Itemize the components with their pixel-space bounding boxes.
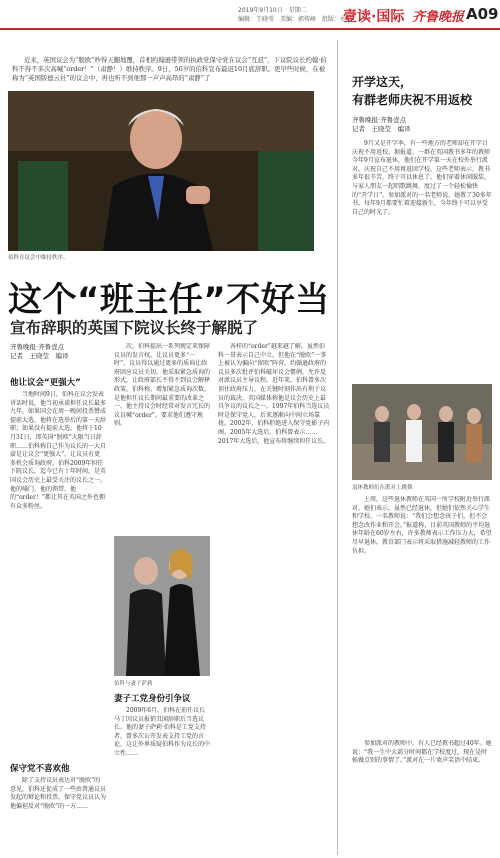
lede-paragraph: 近来，英国议会为“脱欧”吵得天翻地覆，首相约翰逊带领的执政党保守党在议会“互怼”，下议院议长约翰·伯科不得不多次高喊“order！”（肃静！）维持秩序。9日，56岁的伯科宣布最迟10月底辞职。更早些时候，在被称为“英国版德云社”的议会中，再也听不到他那一声声高昂的“肃静”了 — [12, 56, 327, 82]
dateline: 2019年9月10日 星期二 — [238, 7, 307, 14]
teachers-photo — [352, 384, 492, 480]
right-column-2-text: 上周，这些退休教师在英国一所学校附近举行派对。她们表示，虽然已经退休，但她们依然关心学生和学校。一名教师说：“我们会想念孩子们，但不会想念改作业和开会。”报道称，目前英国教师的平均退休年龄在60岁左右，许多教师表示工作压力大，希望尽早退休。教育部门表示将采取措施减轻教师的工作负担。 — [352, 496, 492, 555]
right-byline-outlet: 齐鲁晚报·齐鲁壹点 — [352, 116, 407, 124]
section-heading-1: 他让议会“更强大” — [10, 378, 81, 388]
right-column-3-text: 参加派对的教师中，有人已经教书超过40年。她说：“我一生中大部分时间都在学校度过，现在是时候做点别的事情了。”派对在一片欢声笑语中结束。 — [352, 740, 492, 765]
section-title: 壹读·国际 — [343, 9, 405, 25]
subheadline: 宣布辞职的英国下院议长终于解脱了 — [10, 319, 259, 337]
page-number: A09 — [466, 5, 499, 23]
column-3-text: 各样的“order”越来越了解。虽然伯科一贯表示自己中立，但他在“脱欧”一事上被认为偏向“留欧”阵营。约翰逊政府的议员多次批评伯科破坏议会惯例，允许反对派议员主导议程。近年来，伯科曾多次顶住政府压力，在关键时刻作出有利于议员的裁决。英国媒体称他是议会历史上最具争议的议长之一。1997年伯科当选议员时是保守党人，后来逐渐向中间立场靠拢。2002年，伯科拒绝进入保守党影子内阁。2005年大选后，伯科曾表示……2017年大选后，他宣布将继续担任议长。 — [218, 343, 330, 445]
right-byline-author: 记者 王晓莹 编译 — [352, 125, 411, 133]
byline-author: 记者 王晓莹 编译 — [10, 352, 69, 360]
headline: 这个“班主任”不好当 — [8, 280, 330, 320]
column-1-text: 当地时间9日，伯科在议会发表讲话时说，他当初承诺担任议长最多九年，如果国会在周一晚间投票赞成提前大选，他将在选举后的第一天辞职；如果没有提前大选，他将于10月31日，即英国“脱欧”大限当日辞职……伯科称自己作为议长的一大自豪是让议会“更强大”，让议员有更多机会质询政府。伯科2009年担任下院议长，迄今已有十年时间，是英国议会历史上最受关注的议长之一。他的嗓门、他的领带、他的“order！”都让其在英国之外也拥有众多粉丝。 — [10, 391, 106, 510]
byline — [10, 343, 69, 361]
section-heading-2: 保守党不喜欢他 — [10, 764, 70, 774]
teachers-illustration — [352, 384, 492, 480]
main-photo-caption: 伯科在议会中维持秩序。 — [8, 255, 69, 261]
right-byline — [352, 116, 411, 134]
couple-photo — [114, 536, 210, 676]
column-1b-text: 除了支持议员表达对“脱欧”的意见，伯科还促成了一些由普通议员发起的辩论和投票。保守党议员认为他偏袒反对“脱欧”的一方…… — [10, 777, 106, 810]
right-article-column-3 — [352, 740, 492, 852]
column-2-text: 次，伯科提出一系列规定来保障议员的发言权，让议员更多“一时”，议员得以通过更多的质询让政府回应议员关切。他采取紧急质询的形式，让政府部长不得不到议会解释政策。伯科称，增加紧急质询次数，是他担任议长期间最重要的改革之一。他主持议会时经常对发言冗长的议员喊“order”，要求他们遵守规则。 — [114, 343, 210, 428]
speaker-photo — [8, 91, 314, 251]
article-column-2 — [114, 343, 210, 531]
right-article-column-2 — [352, 496, 492, 736]
right-article-column-1 — [352, 140, 492, 380]
right-headline-line2: 有群老师庆祝不用返校 — [352, 93, 473, 107]
column-2b-text: 2009年6月，伯科在前任议长马丁因议员报销丑闻辞职后当选议长。他的妻子萨莉·伯科是工党支持者，曾多次公开发表支持工党的言论，这让外界质疑伯科作为议长的中立性…… — [114, 707, 210, 757]
couple-photo-caption: 伯科与妻子萨莉 — [114, 681, 153, 687]
right-column-1-text: 9月又是开学季，有一些地方的老师却在开学日庆祝不用返校。据报道，一群在英国教书多年的教师今年9月宣布退休，他们在开学第一天在校外举行派对，庆祝自己不用再返回学校。这些老师表示，教书多年很辛苦，终于可以休息了。他们穿着休闲服装，与家人朋友一起唱歌跳舞，度过了一个轻松愉快的“开学日”。参加派对的一名老师说，她教了30多年书，每年9月都要忙着迎接新生，今年终于可以享受自己的时光了。 — [352, 140, 492, 216]
teachers-photo-caption: 退休教师们在派对上跳舞 — [352, 485, 413, 491]
article-column-3 — [218, 343, 330, 855]
article-column-2b — [114, 707, 210, 855]
article-column-1b — [10, 777, 106, 855]
newspaper-logo: 齐鲁晚报 — [412, 10, 465, 25]
speaker-illustration — [8, 91, 314, 251]
article-column-1 — [10, 391, 106, 757]
couple-illustration — [114, 536, 210, 676]
editor-credits: 编辑：王晓莹 美编：郭传峰 组版：刘燕 — [238, 16, 353, 23]
section-heading-3: 妻子工党身份引争议 — [114, 694, 191, 704]
column-divider — [337, 40, 338, 855]
byline-outlet: 齐鲁晚报·齐鲁壹点 — [10, 343, 65, 351]
right-headline-line1: 开学这天， — [352, 75, 413, 89]
